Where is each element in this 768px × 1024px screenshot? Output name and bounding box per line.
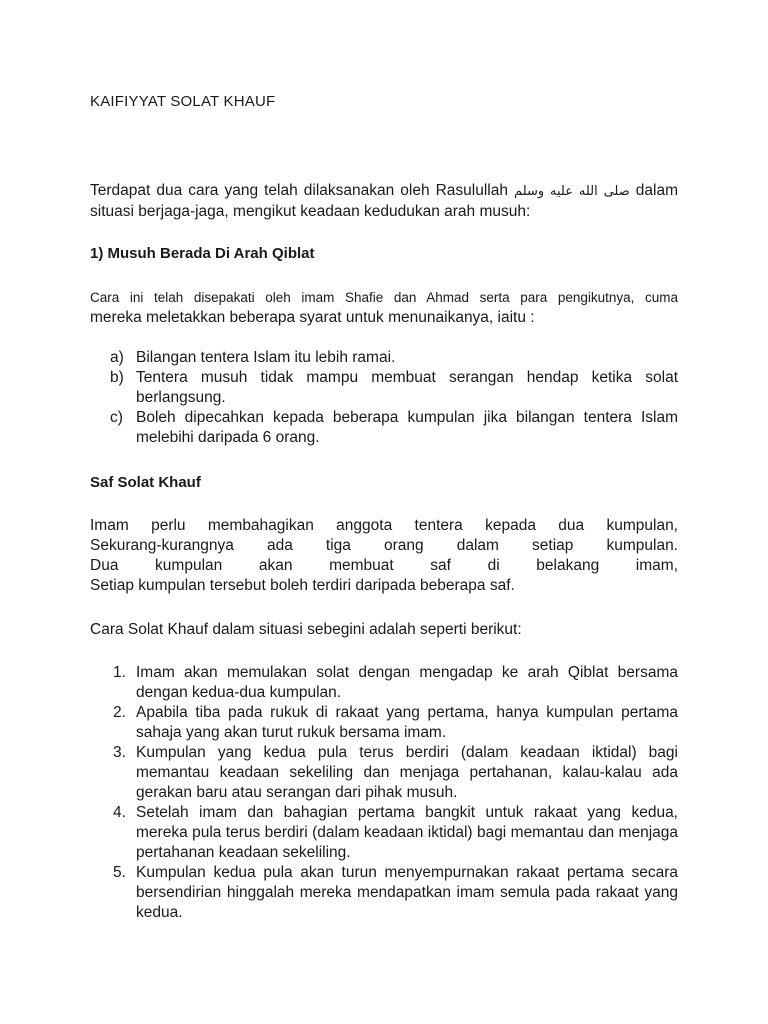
- list-item: [90, 743, 678, 803]
- list-marker: 3.: [113, 744, 126, 761]
- document-title: KAIFIYYAT SOLAT KHAUF: [90, 93, 276, 110]
- list-item: [90, 863, 678, 923]
- list-item-text: Kumpulan kedua pula akan turun menyempurnakan rakaat pertama secara bersendirian hinggalah mereka mendapatkan imam semula pada rakaat yang kedua.: [136, 864, 678, 921]
- intro-paragraph: [90, 181, 678, 222]
- section-heading-saf: Saf Solat Khauf: [90, 474, 201, 491]
- list-item: [90, 408, 678, 448]
- intro-text-after: dalam situasi berjaga-jaga, mengikut keadaan kedudukan arah musuh:: [90, 182, 679, 220]
- list-marker: 5.: [113, 864, 126, 881]
- list-item: [90, 703, 678, 743]
- list-marker: 4.: [113, 804, 126, 821]
- list-item: [90, 663, 678, 703]
- list-marker: 1.: [113, 664, 126, 681]
- section-heading-qiblat: 1) Musuh Berada Di Arah Qiblat: [90, 245, 315, 262]
- saf-paragraph-line: Dua kumpulan akan membuat saf di belakang imam,: [90, 557, 678, 574]
- cara-intro-paragraph: Cara Solat Khauf dalam situasi sebegini adalah seperti berikut:: [90, 621, 522, 638]
- list-item-text: Apabila tiba pada rukuk di rakaat yang pertama, hanya kumpulan pertama sahaja yang akan turut rukuk bersama imam.: [136, 704, 678, 741]
- intro-text-before: Terdapat dua cara yang telah dilaksanakan oleh Rasulullah: [90, 182, 515, 199]
- saf-paragraph-line: Setiap kumpulan tersebut boleh terdiri daripada beberapa saf.: [90, 577, 515, 594]
- arabic-honorific: صلى الله عليه وسلم: [514, 184, 630, 199]
- list-item-text: Boleh dipecahkan kepada beberapa kumpulan jika bilangan tentera Islam melebihi daripada 6 orang.: [136, 409, 678, 446]
- list-item-text: Imam akan memulakan solat dengan mengadap ke arah Qiblat bersama dengan kedua-dua kumpulan.: [136, 664, 678, 701]
- conditions-list: [90, 348, 678, 448]
- saf-paragraph-line: Sekurang-kurangnya ada tiga orang dalam setiap kumpulan.: [90, 537, 678, 554]
- list-item-text: Setelah imam dan bahagian pertama bangkit untuk rakaat yang kedua, mereka pula terus berdiri (dalam keadaan iktidal) bagi memantau dan menjaga pertahanan keadaan sekeliling.: [136, 804, 678, 861]
- section1-paragraph: [90, 288, 678, 328]
- saf-paragraph: [90, 516, 678, 596]
- list-marker: c): [110, 409, 123, 426]
- list-marker: b): [110, 369, 124, 386]
- list-marker: 2.: [113, 704, 126, 721]
- list-item: [90, 348, 678, 368]
- section1-paragraph-line2: mereka meletakkan beberapa syarat untuk menunaikanya, iaitu :: [90, 309, 535, 326]
- section1-paragraph-line1: Cara ini telah disepakati oleh imam Shafie dan Ahmad serta para pengikutnya, cuma: [90, 290, 678, 305]
- document-page: [90, 0, 678, 1024]
- list-item-text: Kumpulan yang kedua pula terus berdiri (dalam keadaan iktidal) bagi memantau keadaan sekeliling dan menjaga pertahanan, kalau-kalau ada gerakan baru atau serangan dari pihak musuh.: [136, 744, 678, 801]
- saf-paragraph-line: Imam perlu membahagikan anggota tentera kepada dua kumpulan,: [90, 517, 678, 534]
- list-marker: a): [110, 349, 124, 366]
- list-item: [90, 368, 678, 408]
- list-item-text: Tentera musuh tidak mampu membuat serangan hendap ketika solat berlangsung.: [136, 369, 678, 406]
- list-item: [90, 803, 678, 863]
- steps-list: [90, 663, 678, 923]
- list-item-text: Bilangan tentera Islam itu lebih ramai.: [136, 349, 396, 366]
